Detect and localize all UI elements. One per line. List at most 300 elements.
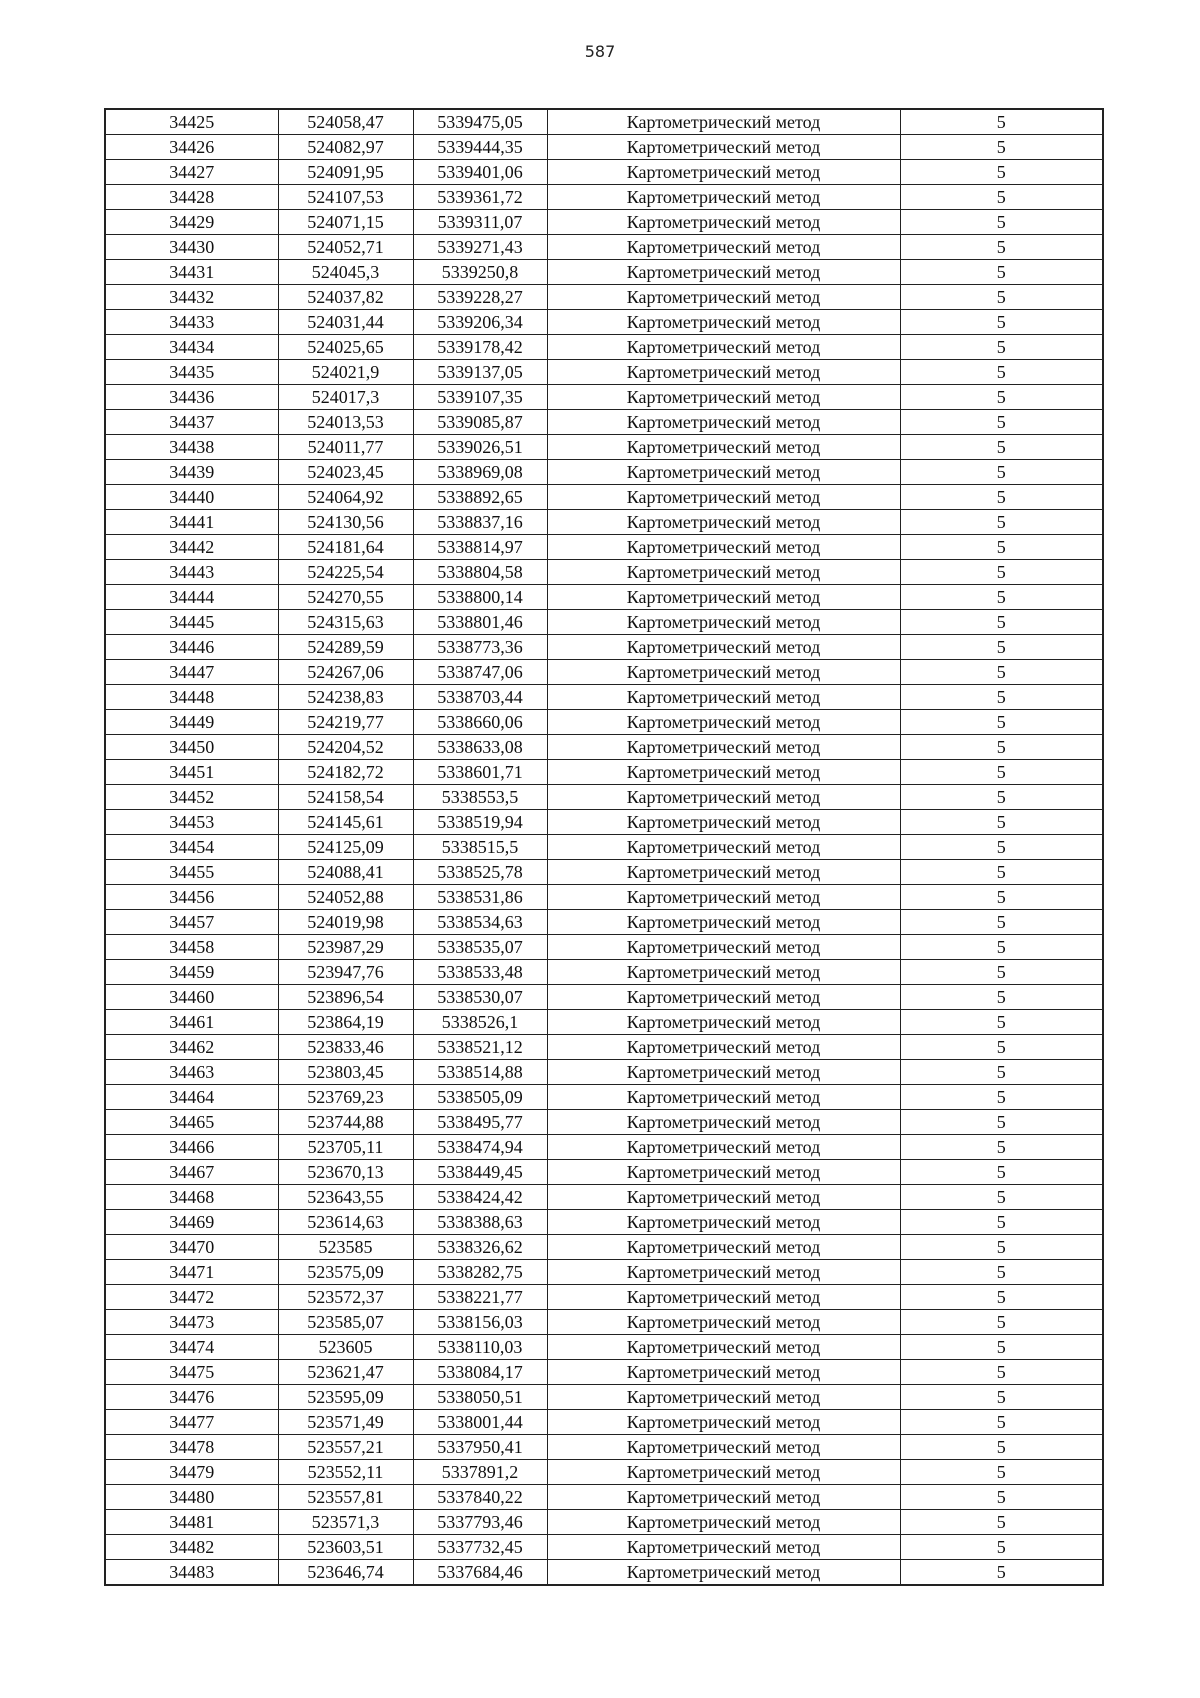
table-row — [105, 1535, 1103, 1560]
page-number: 587 — [584, 42, 616, 61]
point-number-cell: 34473 — [105, 1310, 278, 1335]
accuracy-cell: 5 — [900, 735, 1103, 760]
table-row — [105, 910, 1103, 935]
table-row — [105, 185, 1103, 210]
y-coordinate-cell: 5338282,75 — [413, 1260, 547, 1285]
x-coordinate-cell: 523552,11 — [278, 1460, 413, 1485]
y-coordinate-cell: 5337891,2 — [413, 1460, 547, 1485]
table-row — [105, 1285, 1103, 1310]
table-row — [105, 585, 1103, 610]
point-number-cell: 34471 — [105, 1260, 278, 1285]
table-row — [105, 1335, 1103, 1360]
table-row — [105, 235, 1103, 260]
y-coordinate-cell: 5338449,45 — [413, 1160, 547, 1185]
point-number-cell: 34441 — [105, 510, 278, 535]
y-coordinate-cell: 5339475,05 — [413, 109, 547, 135]
point-number-cell: 34434 — [105, 335, 278, 360]
point-number-cell: 34455 — [105, 860, 278, 885]
accuracy-cell: 5 — [900, 1560, 1103, 1586]
table-row — [105, 160, 1103, 185]
table-row — [105, 660, 1103, 685]
point-number-cell: 34460 — [105, 985, 278, 1010]
point-number-cell: 34433 — [105, 310, 278, 335]
method-cell: Картометрический метод — [547, 1160, 900, 1185]
accuracy-cell: 5 — [900, 860, 1103, 885]
y-coordinate-cell: 5338326,62 — [413, 1235, 547, 1260]
method-cell: Картометрический метод — [547, 185, 900, 210]
table-row — [105, 960, 1103, 985]
table-row — [105, 1310, 1103, 1335]
y-coordinate-cell: 5338535,07 — [413, 935, 547, 960]
y-coordinate-cell: 5338519,94 — [413, 810, 547, 835]
accuracy-cell: 5 — [900, 360, 1103, 385]
table-row — [105, 560, 1103, 585]
table-row — [105, 285, 1103, 310]
accuracy-cell: 5 — [900, 1035, 1103, 1060]
accuracy-cell: 5 — [900, 460, 1103, 485]
method-cell: Картометрический метод — [547, 910, 900, 935]
point-number-cell: 34478 — [105, 1435, 278, 1460]
point-number-cell: 34476 — [105, 1385, 278, 1410]
point-number-cell: 34461 — [105, 1010, 278, 1035]
table-row — [105, 109, 1103, 135]
table-row — [105, 935, 1103, 960]
method-cell: Картометрический метод — [547, 1360, 900, 1385]
x-coordinate-cell: 524130,56 — [278, 510, 413, 535]
y-coordinate-cell: 5338773,36 — [413, 635, 547, 660]
y-coordinate-cell: 5338747,06 — [413, 660, 547, 685]
y-coordinate-cell: 5338515,5 — [413, 835, 547, 860]
coordinates-table — [104, 108, 1104, 1586]
x-coordinate-cell: 523614,63 — [278, 1210, 413, 1235]
method-cell: Картометрический метод — [547, 335, 900, 360]
table-row — [105, 785, 1103, 810]
accuracy-cell: 5 — [900, 435, 1103, 460]
x-coordinate-cell: 524091,95 — [278, 160, 413, 185]
method-cell: Картометрический метод — [547, 1285, 900, 1310]
method-cell: Картометрический метод — [547, 1460, 900, 1485]
accuracy-cell: 5 — [900, 635, 1103, 660]
method-cell: Картометрический метод — [547, 109, 900, 135]
x-coordinate-cell: 523575,09 — [278, 1260, 413, 1285]
point-number-cell: 34480 — [105, 1485, 278, 1510]
y-coordinate-cell: 5338800,14 — [413, 585, 547, 610]
table-row — [105, 885, 1103, 910]
y-coordinate-cell: 5338221,77 — [413, 1285, 547, 1310]
x-coordinate-cell: 524088,41 — [278, 860, 413, 885]
table-row — [105, 835, 1103, 860]
x-coordinate-cell: 524238,83 — [278, 685, 413, 710]
y-coordinate-cell: 5339444,35 — [413, 135, 547, 160]
table-row — [105, 710, 1103, 735]
point-number-cell: 34426 — [105, 135, 278, 160]
method-cell: Картометрический метод — [547, 160, 900, 185]
accuracy-cell: 5 — [900, 109, 1103, 135]
table-row — [105, 335, 1103, 360]
table-row — [105, 210, 1103, 235]
method-cell: Картометрический метод — [547, 610, 900, 635]
point-number-cell: 34464 — [105, 1085, 278, 1110]
accuracy-cell: 5 — [900, 1385, 1103, 1410]
accuracy-cell: 5 — [900, 335, 1103, 360]
x-coordinate-cell: 524158,54 — [278, 785, 413, 810]
method-cell: Картометрический метод — [547, 385, 900, 410]
x-coordinate-cell: 524031,44 — [278, 310, 413, 335]
table-row — [105, 1185, 1103, 1210]
accuracy-cell: 5 — [900, 1210, 1103, 1235]
method-cell: Картометрический метод — [547, 535, 900, 560]
table-row — [105, 310, 1103, 335]
y-coordinate-cell: 5338969,08 — [413, 460, 547, 485]
accuracy-cell: 5 — [900, 1435, 1103, 1460]
x-coordinate-cell: 523987,29 — [278, 935, 413, 960]
y-coordinate-cell: 5337732,45 — [413, 1535, 547, 1560]
method-cell: Картометрический метод — [547, 260, 900, 285]
point-number-cell: 34435 — [105, 360, 278, 385]
table-row — [105, 1460, 1103, 1485]
point-number-cell: 34446 — [105, 635, 278, 660]
table-row — [105, 135, 1103, 160]
accuracy-cell: 5 — [900, 1360, 1103, 1385]
point-number-cell: 34431 — [105, 260, 278, 285]
x-coordinate-cell: 523947,76 — [278, 960, 413, 985]
method-cell: Картометрический метод — [547, 1010, 900, 1035]
method-cell: Картометрический метод — [547, 235, 900, 260]
point-number-cell: 34459 — [105, 960, 278, 985]
table-row — [105, 1260, 1103, 1285]
table-row — [105, 1360, 1103, 1385]
x-coordinate-cell: 523769,23 — [278, 1085, 413, 1110]
accuracy-cell: 5 — [900, 885, 1103, 910]
x-coordinate-cell: 524082,97 — [278, 135, 413, 160]
point-number-cell: 34432 — [105, 285, 278, 310]
y-coordinate-cell: 5338814,97 — [413, 535, 547, 560]
method-cell: Картометрический метод — [547, 960, 900, 985]
point-number-cell: 34437 — [105, 410, 278, 435]
y-coordinate-cell: 5338388,63 — [413, 1210, 547, 1235]
point-number-cell: 34470 — [105, 1235, 278, 1260]
x-coordinate-cell: 524011,77 — [278, 435, 413, 460]
accuracy-cell: 5 — [900, 1110, 1103, 1135]
x-coordinate-cell: 523833,46 — [278, 1035, 413, 1060]
method-cell: Картометрический метод — [547, 1235, 900, 1260]
y-coordinate-cell: 5338474,94 — [413, 1135, 547, 1160]
accuracy-cell: 5 — [900, 1310, 1103, 1335]
y-coordinate-cell: 5338505,09 — [413, 1085, 547, 1110]
x-coordinate-cell: 524021,9 — [278, 360, 413, 385]
x-coordinate-cell: 524025,65 — [278, 335, 413, 360]
x-coordinate-cell: 524019,98 — [278, 910, 413, 935]
method-cell: Картометрический метод — [547, 1260, 900, 1285]
y-coordinate-cell: 5338533,48 — [413, 960, 547, 985]
table-row — [105, 1135, 1103, 1160]
x-coordinate-cell: 524107,53 — [278, 185, 413, 210]
accuracy-cell: 5 — [900, 760, 1103, 785]
table-row — [105, 685, 1103, 710]
y-coordinate-cell: 5338001,44 — [413, 1410, 547, 1435]
method-cell: Картометрический метод — [547, 785, 900, 810]
x-coordinate-cell: 524052,71 — [278, 235, 413, 260]
y-coordinate-cell: 5339250,8 — [413, 260, 547, 285]
method-cell: Картометрический метод — [547, 735, 900, 760]
y-coordinate-cell: 5338050,51 — [413, 1385, 547, 1410]
y-coordinate-cell: 5338804,58 — [413, 560, 547, 585]
accuracy-cell: 5 — [900, 310, 1103, 335]
method-cell: Картометрический метод — [547, 760, 900, 785]
method-cell: Картометрический метод — [547, 1435, 900, 1460]
x-coordinate-cell: 524125,09 — [278, 835, 413, 860]
accuracy-cell: 5 — [900, 1085, 1103, 1110]
x-coordinate-cell: 523896,54 — [278, 985, 413, 1010]
point-number-cell: 34467 — [105, 1160, 278, 1185]
accuracy-cell: 5 — [900, 610, 1103, 635]
y-coordinate-cell: 5337793,46 — [413, 1510, 547, 1535]
y-coordinate-cell: 5338530,07 — [413, 985, 547, 1010]
point-number-cell: 34475 — [105, 1360, 278, 1385]
x-coordinate-cell: 524182,72 — [278, 760, 413, 785]
accuracy-cell: 5 — [900, 585, 1103, 610]
table-row — [105, 1110, 1103, 1135]
accuracy-cell: 5 — [900, 1410, 1103, 1435]
method-cell: Картометрический метод — [547, 360, 900, 385]
point-number-cell: 34428 — [105, 185, 278, 210]
point-number-cell: 34466 — [105, 1135, 278, 1160]
y-coordinate-cell: 5338553,5 — [413, 785, 547, 810]
x-coordinate-cell: 523557,21 — [278, 1435, 413, 1460]
accuracy-cell: 5 — [900, 510, 1103, 535]
x-coordinate-cell: 524023,45 — [278, 460, 413, 485]
x-coordinate-cell: 524204,52 — [278, 735, 413, 760]
y-coordinate-cell: 5338703,44 — [413, 685, 547, 710]
y-coordinate-cell: 5338424,42 — [413, 1185, 547, 1210]
x-coordinate-cell: 523864,19 — [278, 1010, 413, 1035]
x-coordinate-cell: 524052,88 — [278, 885, 413, 910]
point-number-cell: 34456 — [105, 885, 278, 910]
accuracy-cell: 5 — [900, 1485, 1103, 1510]
method-cell: Картометрический метод — [547, 585, 900, 610]
method-cell: Картометрический метод — [547, 660, 900, 685]
table-row — [105, 735, 1103, 760]
accuracy-cell: 5 — [900, 560, 1103, 585]
point-number-cell: 34453 — [105, 810, 278, 835]
accuracy-cell: 5 — [900, 485, 1103, 510]
table-row — [105, 1435, 1103, 1460]
y-coordinate-cell: 5338601,71 — [413, 760, 547, 785]
y-coordinate-cell: 5338531,86 — [413, 885, 547, 910]
table-row — [105, 1210, 1103, 1235]
table-row — [105, 1085, 1103, 1110]
accuracy-cell: 5 — [900, 660, 1103, 685]
point-number-cell: 34483 — [105, 1560, 278, 1586]
method-cell: Картометрический метод — [547, 885, 900, 910]
y-coordinate-cell: 5338892,65 — [413, 485, 547, 510]
method-cell: Картометрический метод — [547, 935, 900, 960]
point-number-cell: 34427 — [105, 160, 278, 185]
x-coordinate-cell: 523744,88 — [278, 1110, 413, 1135]
accuracy-cell: 5 — [900, 1285, 1103, 1310]
table-row — [105, 510, 1103, 535]
method-cell: Картометрический метод — [547, 510, 900, 535]
y-coordinate-cell: 5338156,03 — [413, 1310, 547, 1335]
table-row — [105, 810, 1103, 835]
point-number-cell: 34451 — [105, 760, 278, 785]
accuracy-cell: 5 — [900, 835, 1103, 860]
x-coordinate-cell: 524017,3 — [278, 385, 413, 410]
point-number-cell: 34477 — [105, 1410, 278, 1435]
point-number-cell: 34438 — [105, 435, 278, 460]
method-cell: Картометрический метод — [547, 310, 900, 335]
method-cell: Картометрический метод — [547, 435, 900, 460]
x-coordinate-cell: 524181,64 — [278, 535, 413, 560]
x-coordinate-cell: 524219,77 — [278, 710, 413, 735]
x-coordinate-cell: 524037,82 — [278, 285, 413, 310]
accuracy-cell: 5 — [900, 535, 1103, 560]
point-number-cell: 34458 — [105, 935, 278, 960]
y-coordinate-cell: 5338525,78 — [413, 860, 547, 885]
accuracy-cell: 5 — [900, 810, 1103, 835]
method-cell: Картометрический метод — [547, 1135, 900, 1160]
method-cell: Картометрический метод — [547, 710, 900, 735]
point-number-cell: 34444 — [105, 585, 278, 610]
accuracy-cell: 5 — [900, 1235, 1103, 1260]
y-coordinate-cell: 5338526,1 — [413, 1010, 547, 1035]
x-coordinate-cell: 523557,81 — [278, 1485, 413, 1510]
x-coordinate-cell: 523585 — [278, 1235, 413, 1260]
x-coordinate-cell: 523705,11 — [278, 1135, 413, 1160]
x-coordinate-cell: 523572,37 — [278, 1285, 413, 1310]
accuracy-cell: 5 — [900, 1160, 1103, 1185]
x-coordinate-cell: 523571,3 — [278, 1510, 413, 1535]
x-coordinate-cell: 524145,61 — [278, 810, 413, 835]
accuracy-cell: 5 — [900, 1060, 1103, 1085]
point-number-cell: 34462 — [105, 1035, 278, 1060]
x-coordinate-cell: 523643,55 — [278, 1185, 413, 1210]
accuracy-cell: 5 — [900, 1010, 1103, 1035]
point-number-cell: 34474 — [105, 1335, 278, 1360]
accuracy-cell: 5 — [900, 935, 1103, 960]
x-coordinate-cell: 523603,51 — [278, 1535, 413, 1560]
table-row — [105, 410, 1103, 435]
table-row — [105, 435, 1103, 460]
accuracy-cell: 5 — [900, 1185, 1103, 1210]
y-coordinate-cell: 5339107,35 — [413, 385, 547, 410]
table-row — [105, 1485, 1103, 1510]
accuracy-cell: 5 — [900, 410, 1103, 435]
point-number-cell: 34482 — [105, 1535, 278, 1560]
point-number-cell: 34465 — [105, 1110, 278, 1135]
accuracy-cell: 5 — [900, 1260, 1103, 1285]
method-cell: Картометрический метод — [547, 1560, 900, 1586]
y-coordinate-cell: 5339271,43 — [413, 235, 547, 260]
table-row — [105, 360, 1103, 385]
method-cell: Картометрический метод — [547, 810, 900, 835]
method-cell: Картометрический метод — [547, 635, 900, 660]
x-coordinate-cell: 523803,45 — [278, 1060, 413, 1085]
accuracy-cell: 5 — [900, 710, 1103, 735]
accuracy-cell: 5 — [900, 1335, 1103, 1360]
y-coordinate-cell: 5338495,77 — [413, 1110, 547, 1135]
x-coordinate-cell: 524267,06 — [278, 660, 413, 685]
accuracy-cell: 5 — [900, 385, 1103, 410]
method-cell: Картометрический метод — [547, 210, 900, 235]
x-coordinate-cell: 523621,47 — [278, 1360, 413, 1385]
method-cell: Картометрический метод — [547, 485, 900, 510]
x-coordinate-cell: 524045,3 — [278, 260, 413, 285]
method-cell: Картометрический метод — [547, 1335, 900, 1360]
method-cell: Картометрический метод — [547, 135, 900, 160]
method-cell: Картометрический метод — [547, 1410, 900, 1435]
accuracy-cell: 5 — [900, 235, 1103, 260]
point-number-cell: 34454 — [105, 835, 278, 860]
method-cell: Картометрический метод — [547, 1110, 900, 1135]
coordinates-table-body — [105, 109, 1103, 1585]
point-number-cell: 34447 — [105, 660, 278, 685]
x-coordinate-cell: 524315,63 — [278, 610, 413, 635]
x-coordinate-cell: 523585,07 — [278, 1310, 413, 1335]
table-row — [105, 1160, 1103, 1185]
method-cell: Картометрический метод — [547, 1035, 900, 1060]
table-row — [105, 260, 1103, 285]
method-cell: Картометрический метод — [547, 410, 900, 435]
accuracy-cell: 5 — [900, 1510, 1103, 1535]
table-row — [105, 985, 1103, 1010]
table-row — [105, 1410, 1103, 1435]
y-coordinate-cell: 5338521,12 — [413, 1035, 547, 1060]
table-row — [105, 485, 1103, 510]
x-coordinate-cell: 524225,54 — [278, 560, 413, 585]
method-cell: Картометрический метод — [547, 985, 900, 1010]
method-cell: Картометрический метод — [547, 1085, 900, 1110]
method-cell: Картометрический метод — [547, 1385, 900, 1410]
table-row — [105, 1385, 1103, 1410]
x-coordinate-cell: 524270,55 — [278, 585, 413, 610]
point-number-cell: 34468 — [105, 1185, 278, 1210]
accuracy-cell: 5 — [900, 160, 1103, 185]
accuracy-cell: 5 — [900, 785, 1103, 810]
point-number-cell: 34452 — [105, 785, 278, 810]
x-coordinate-cell: 524064,92 — [278, 485, 413, 510]
x-coordinate-cell: 524013,53 — [278, 410, 413, 435]
y-coordinate-cell: 5339361,72 — [413, 185, 547, 210]
method-cell: Картометрический метод — [547, 685, 900, 710]
table-row — [105, 460, 1103, 485]
accuracy-cell: 5 — [900, 1535, 1103, 1560]
point-number-cell: 34481 — [105, 1510, 278, 1535]
table-row — [105, 860, 1103, 885]
x-coordinate-cell: 524071,15 — [278, 210, 413, 235]
point-number-cell: 34445 — [105, 610, 278, 635]
x-coordinate-cell: 523646,74 — [278, 1560, 413, 1586]
point-number-cell: 34439 — [105, 460, 278, 485]
method-cell: Картометрический метод — [547, 1310, 900, 1335]
table-row — [105, 1060, 1103, 1085]
point-number-cell: 34429 — [105, 210, 278, 235]
point-number-cell: 34449 — [105, 710, 278, 735]
table-row — [105, 1035, 1103, 1060]
point-number-cell: 34425 — [105, 109, 278, 135]
y-coordinate-cell: 5337684,46 — [413, 1560, 547, 1586]
y-coordinate-cell: 5338514,88 — [413, 1060, 547, 1085]
method-cell: Картометрический метод — [547, 1510, 900, 1535]
method-cell: Картометрический метод — [547, 1185, 900, 1210]
x-coordinate-cell: 524289,59 — [278, 635, 413, 660]
y-coordinate-cell: 5338837,16 — [413, 510, 547, 535]
table-row — [105, 635, 1103, 660]
y-coordinate-cell: 5338801,46 — [413, 610, 547, 635]
method-cell: Картометрический метод — [547, 1485, 900, 1510]
table-row — [105, 1235, 1103, 1260]
point-number-cell: 34440 — [105, 485, 278, 510]
